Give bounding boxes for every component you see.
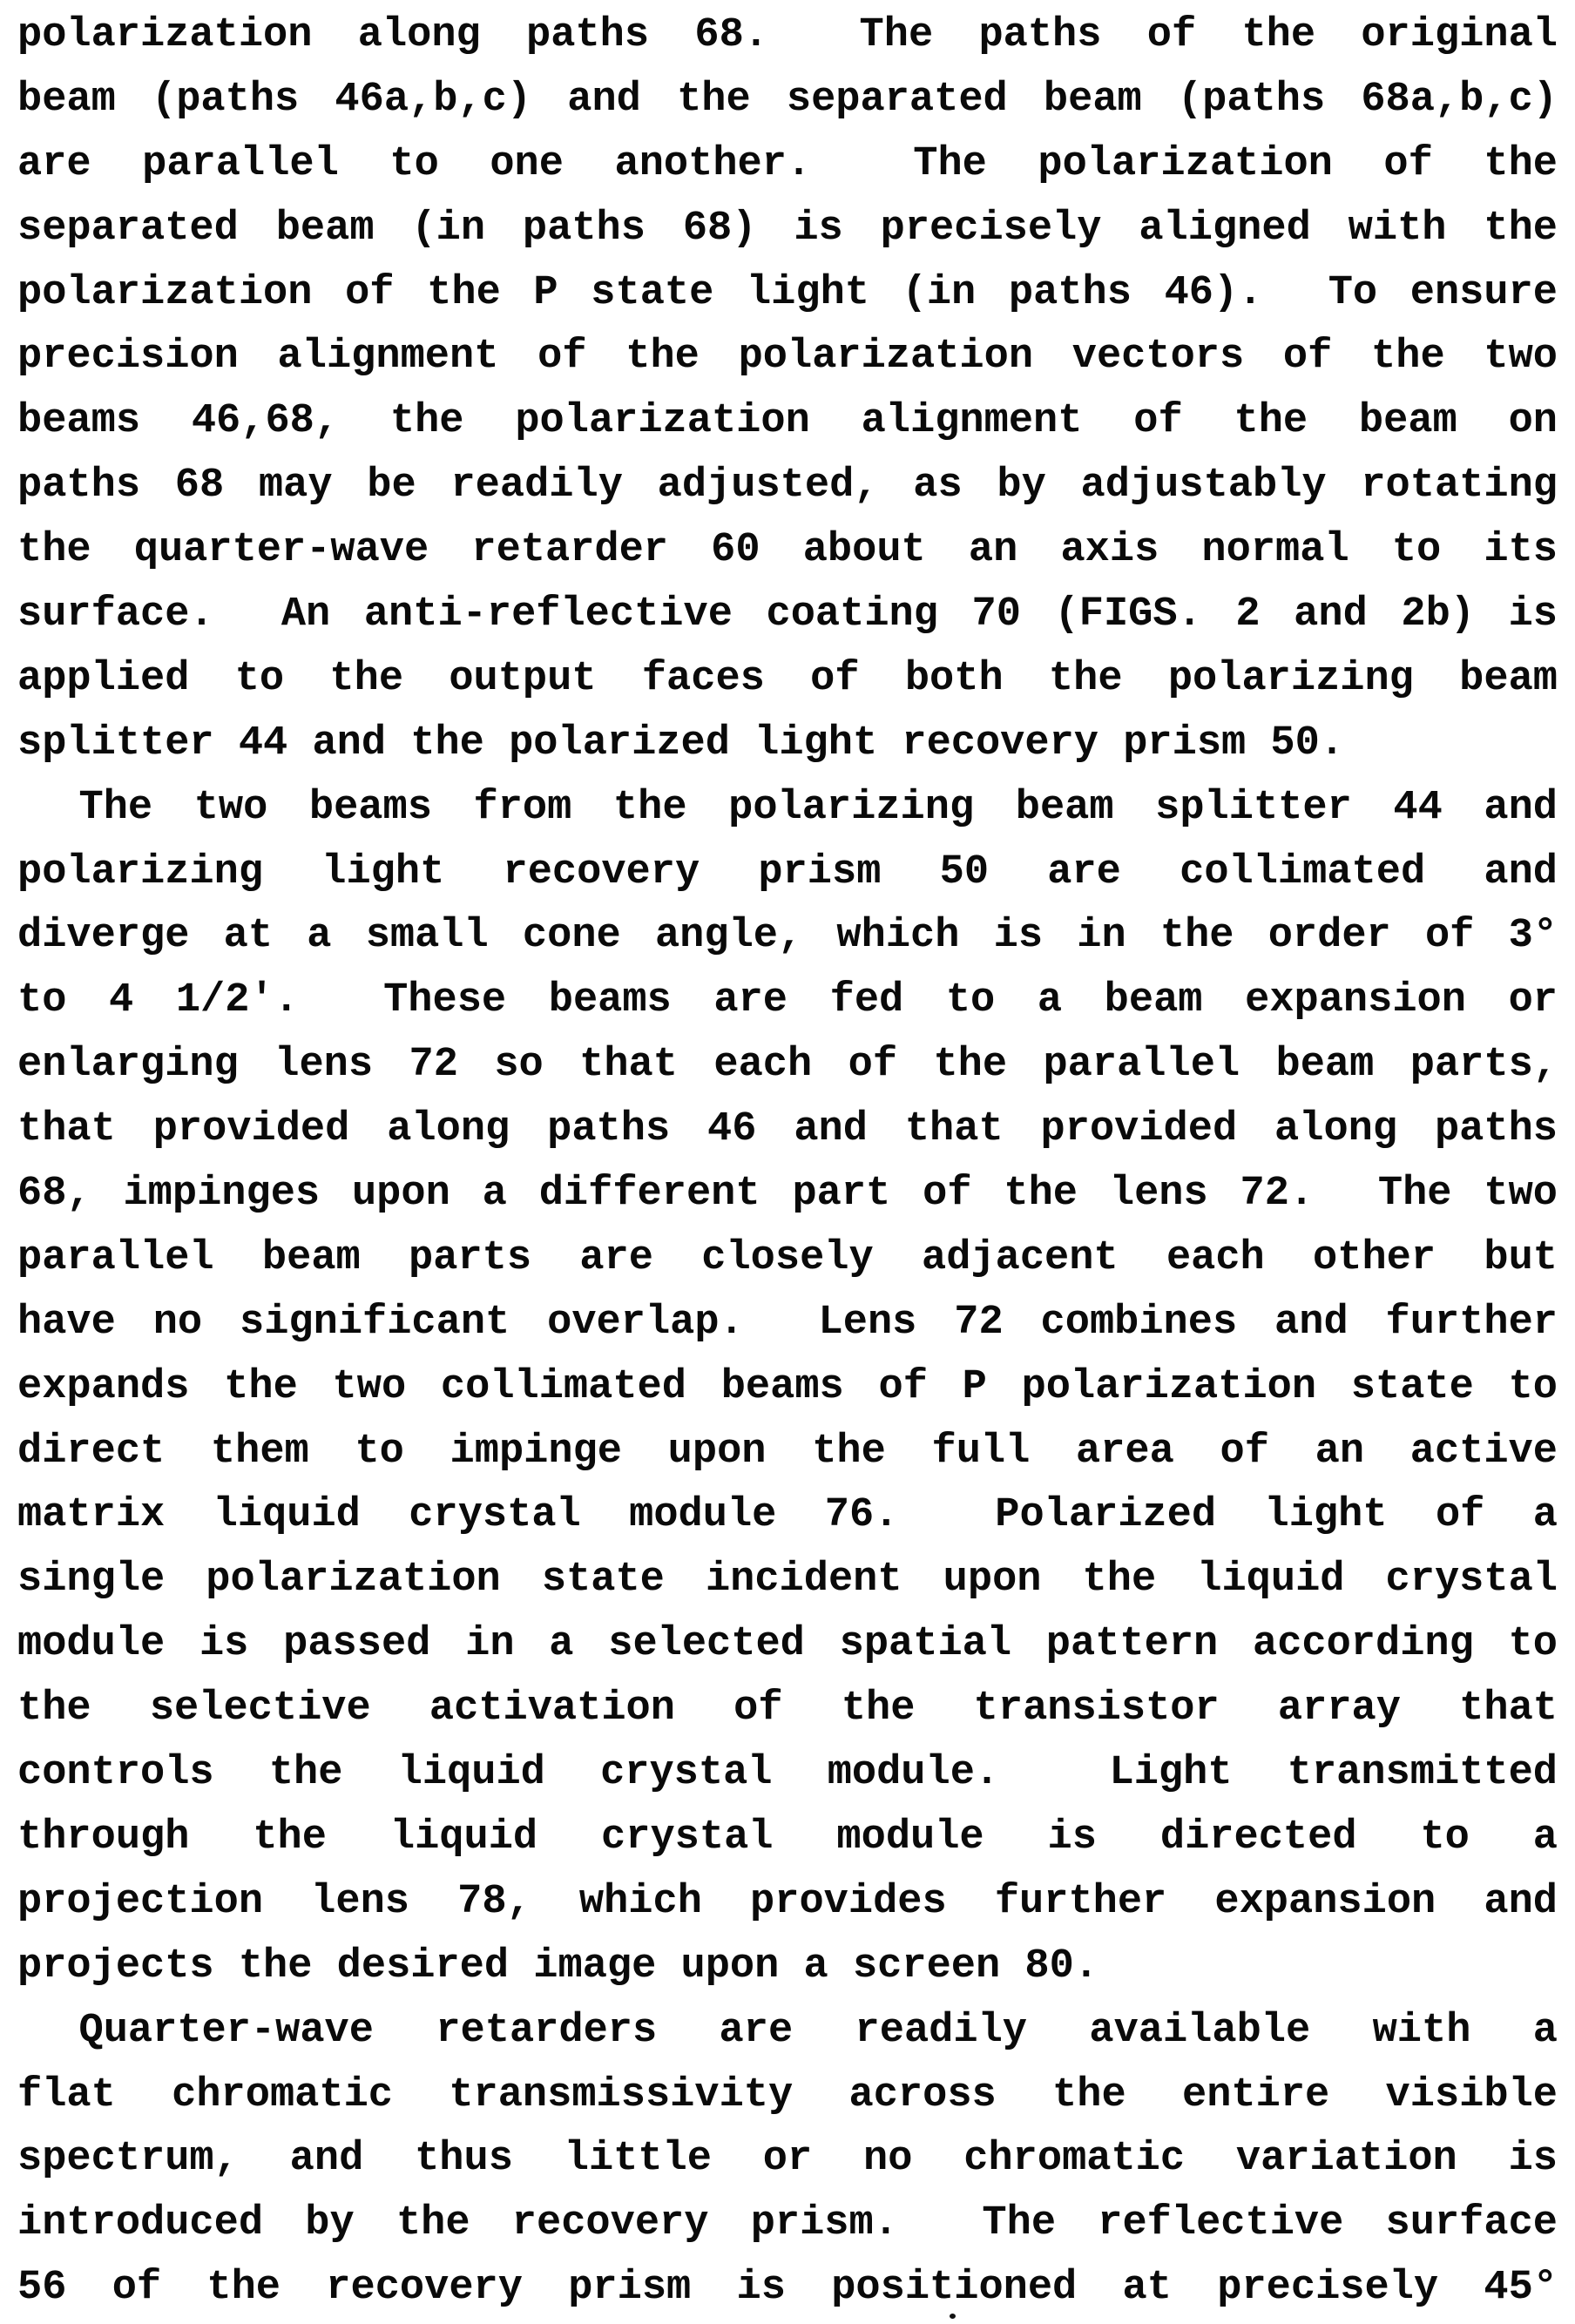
text-line: projects the desired image upon a screen 80. <box>17 1942 1099 1990</box>
patent-body-text <box>17 3 1558 2321</box>
text-line: splitter 44 and the polarized light recovery prism 50. <box>17 719 1345 767</box>
text-line: separated beam (in paths 68) is precisely aligned with the <box>17 205 1558 252</box>
text-line: Quarter-wave retarders are readily available with a <box>78 2007 1558 2054</box>
text-line: flat chromatic transmissivity across the entire visible <box>17 2071 1558 2118</box>
text-line: precision alignment of the polarization vectors of the two <box>17 334 1558 381</box>
text-line: have no significant overlap. Lens 72 combines and further <box>17 1299 1558 1346</box>
text-line: beams 46,68, the polarization alignment of the beam on <box>17 398 1558 445</box>
text-line: the selective activation of the transistor array that <box>17 1686 1558 1733</box>
text-line: The two beams from the polarizing beam splitter 44 and <box>78 784 1558 831</box>
text-line: polarization along paths 68. The paths of the original <box>17 12 1558 58</box>
text-line: expands the two collimated beams of P polarization state to <box>17 1363 1558 1410</box>
text-line: to 4 1/2'. These beams are fed to a beam expansion or <box>17 977 1558 1024</box>
text-line: the quarter-wave retarder 60 about an axis normal to its <box>17 527 1558 574</box>
text-line: surface. An anti-reflective coating 70 (FIGS. 2 and 2b) is <box>17 591 1558 638</box>
text-line: module is passed in a selected spatial pattern according to <box>17 1621 1558 1668</box>
text-line: applied to the output faces of both the polarizing beam <box>17 655 1558 702</box>
text-line: 68, impinges upon a different part of the lens 72. The two <box>17 1171 1558 1218</box>
text-line: direct them to impinge upon the full area of an active <box>17 1428 1558 1475</box>
text-line: beam (paths 46a,b,c) and the separated beam (paths 68a,b,c) <box>17 76 1558 123</box>
text-line: introduced by the recovery prism. The reflective surface <box>17 2200 1558 2247</box>
scan-artifact-dot <box>950 2314 956 2319</box>
text-line: single polarization state incident upon the liquid crystal <box>17 1557 1558 1604</box>
text-line: polarization of the P state light (in paths 46). To ensure <box>17 269 1558 316</box>
text-line: spectrum, and thus little or no chromatic variation is <box>17 2136 1558 2183</box>
text-line: polarizing light recovery prism 50 are collimated and <box>17 848 1558 895</box>
text-line: are parallel to one another. The polarization of the <box>17 140 1558 187</box>
text-line: controls the liquid crystal module. Light transmitted <box>17 1750 1558 1797</box>
text-line: paths 68 may be readily adjusted, as by adjustably rotating <box>17 463 1558 510</box>
text-line: 56 of the recovery prism is positioned at precisely 45° <box>17 2265 1558 2312</box>
text-line: parallel beam parts are closely adjacent each other but <box>17 1234 1558 1281</box>
text-line: matrix liquid crystal module 76. Polarized light of a <box>17 1492 1558 1539</box>
text-line: through the liquid crystal module is directed to a <box>17 1814 1558 1861</box>
text-line: that provided along paths 46 and that provided along paths <box>17 1106 1558 1153</box>
text-line: projection lens 78, which provides further expansion and <box>17 1878 1558 1925</box>
text-line: diverge at a small cone angle, which is in the order of 3° <box>17 913 1558 960</box>
text-line: enlarging lens 72 so that each of the parallel beam parts, <box>17 1042 1558 1089</box>
